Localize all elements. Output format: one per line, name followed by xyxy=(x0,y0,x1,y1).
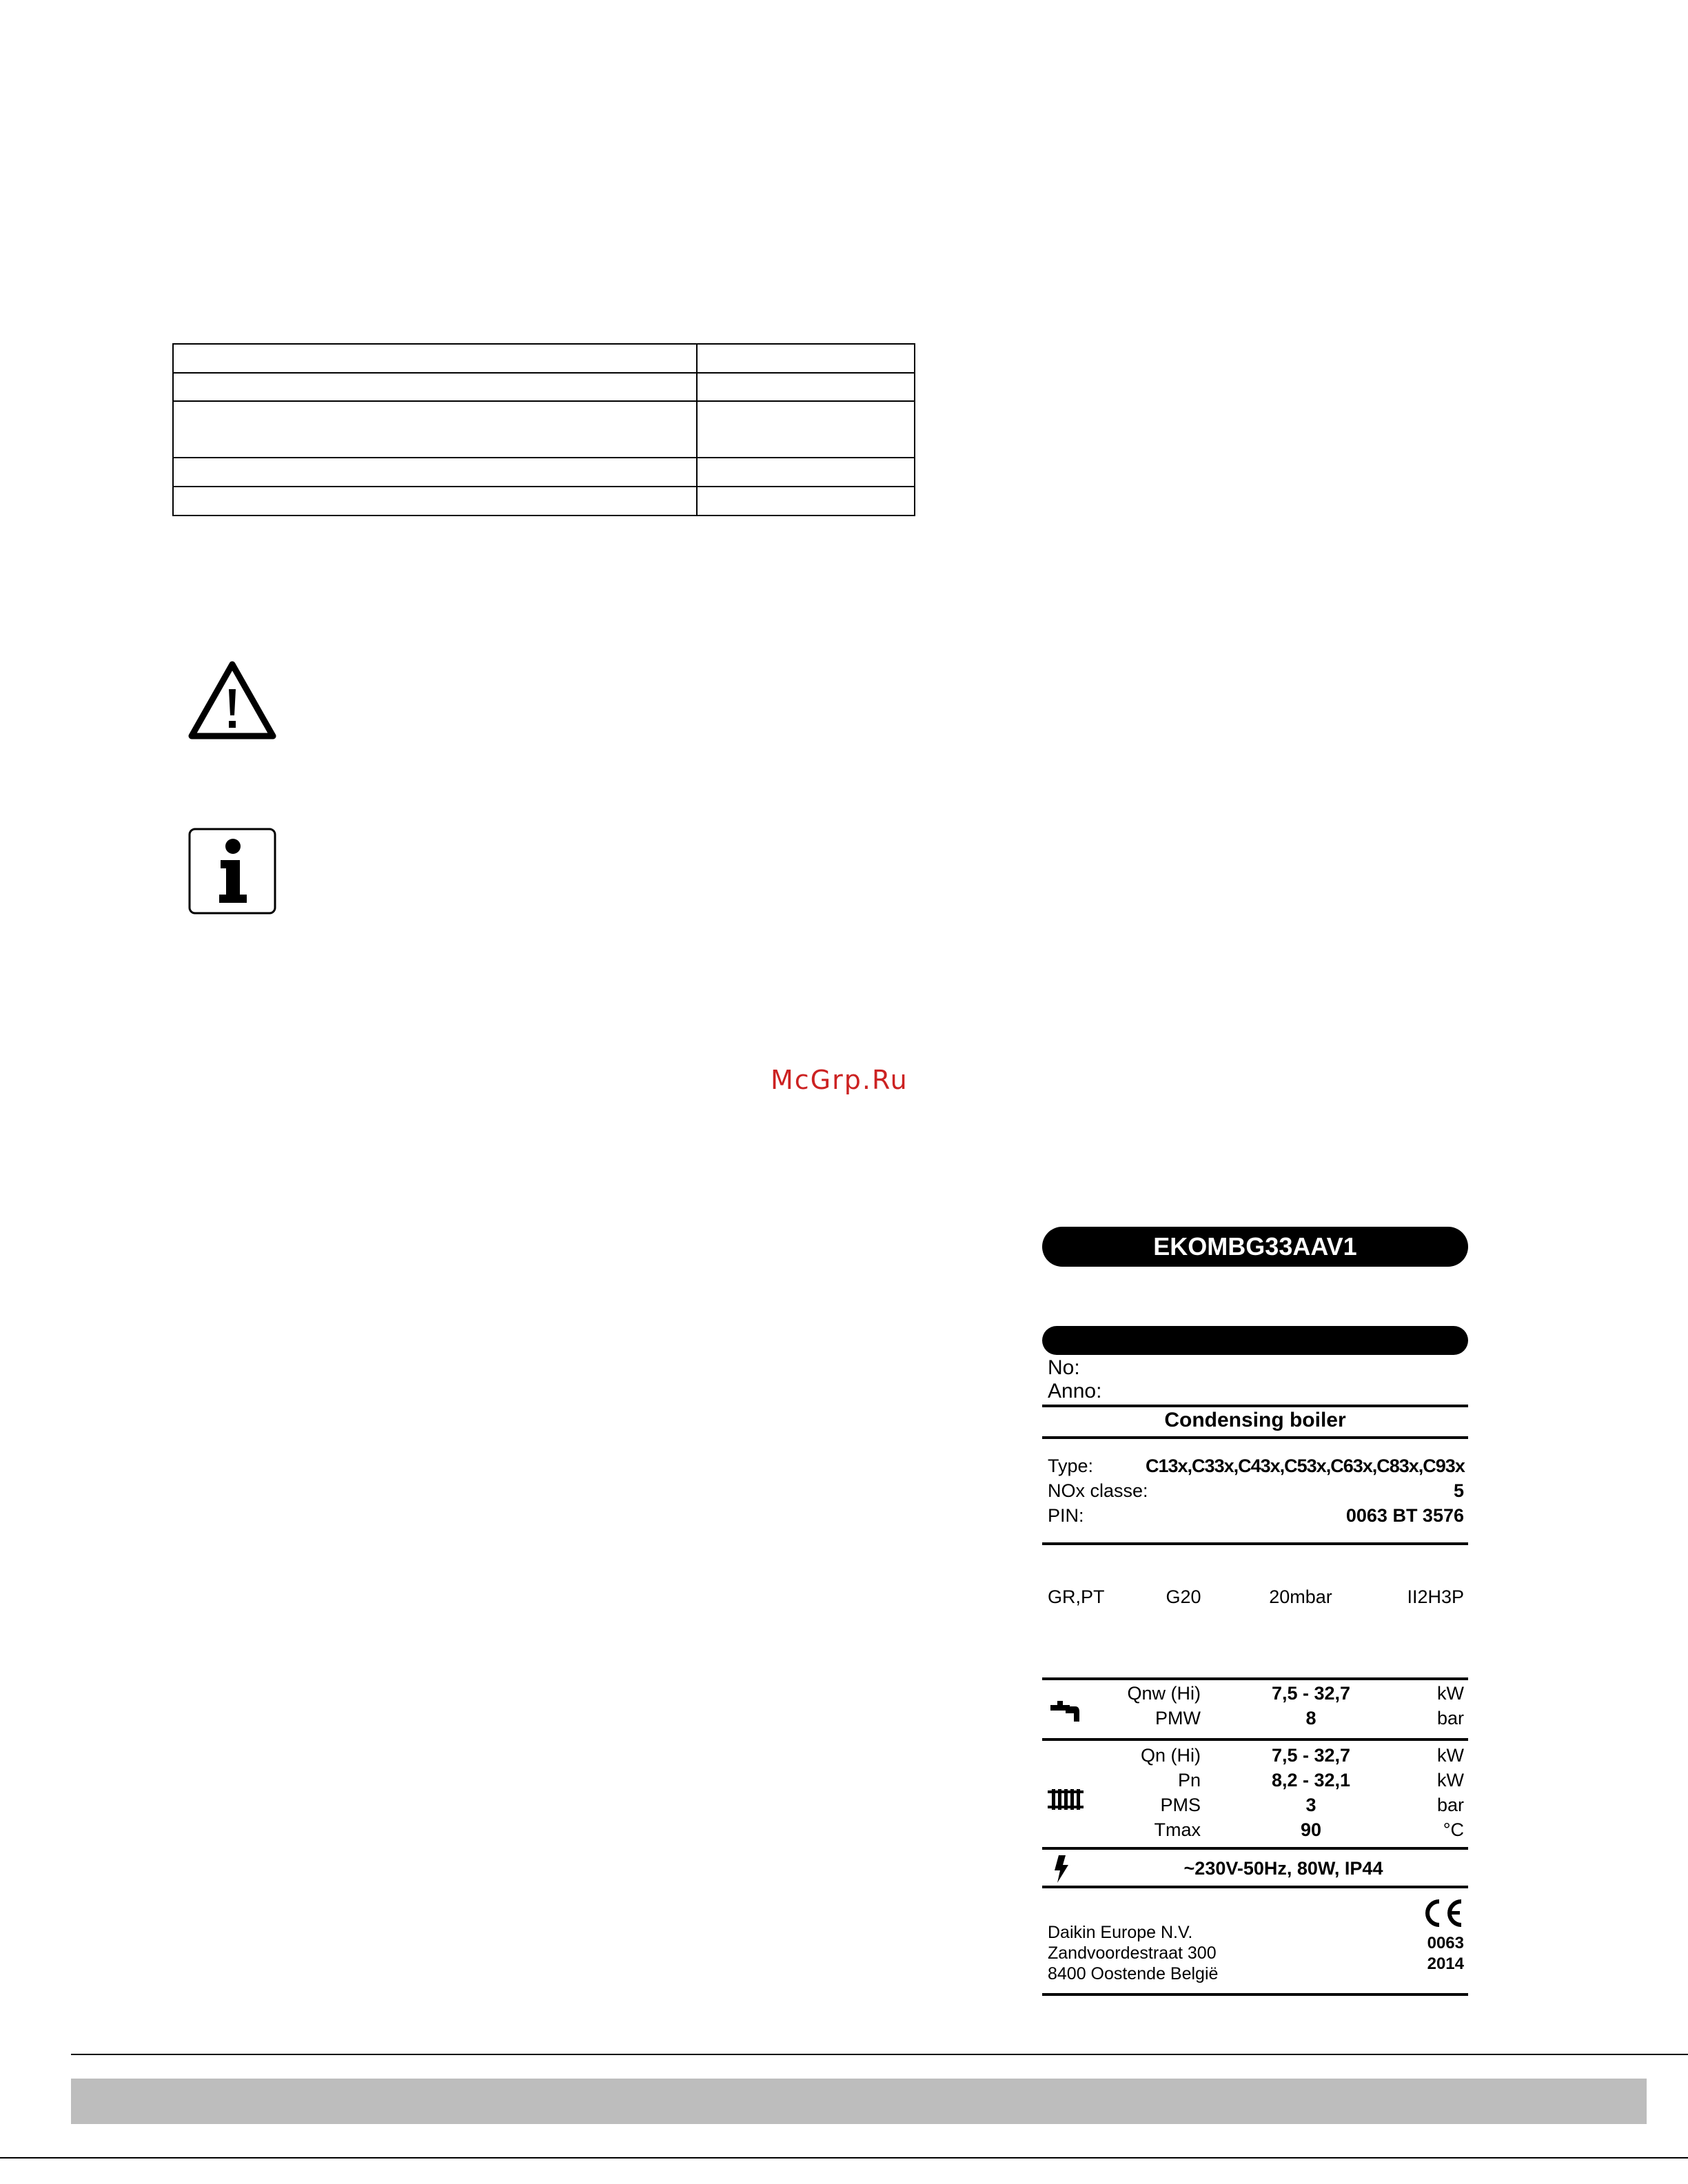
footer-bar xyxy=(71,2079,1647,2124)
heating-unit: kW xyxy=(1437,1745,1464,1766)
dhw-value: 7,5 - 32,7 xyxy=(1271,1683,1351,1704)
divider xyxy=(1042,1738,1468,1741)
dhw-unit: bar xyxy=(1436,1708,1464,1728)
divider xyxy=(1042,1405,1468,1407)
divider xyxy=(1042,1847,1468,1850)
heating-unit: kW xyxy=(1437,1770,1464,1790)
warning-triangle-icon xyxy=(187,660,277,740)
dhw-value: 8 xyxy=(1305,1708,1316,1728)
heating-label: Pn xyxy=(1177,1770,1201,1790)
tap-icon xyxy=(1048,1701,1081,1726)
dhw-label: PMW xyxy=(1155,1708,1201,1728)
footer-rule xyxy=(71,2054,1688,2055)
divider xyxy=(1042,1993,1468,1996)
dhw-unit: kW xyxy=(1437,1683,1464,1704)
table-cell xyxy=(697,401,915,458)
type-value: C13x,C33x,C43x,C53x,C63x,C83x,C93x xyxy=(1146,1456,1465,1476)
gas-category: II2H3P xyxy=(1407,1586,1464,1607)
header-bar xyxy=(1042,1326,1468,1355)
anno-label: Anno: xyxy=(1048,1380,1102,1402)
heating-label: Qn (Hi) xyxy=(1141,1745,1201,1766)
info-icon xyxy=(187,827,277,915)
year: 2014 xyxy=(1427,1955,1464,1973)
nox-label: NOx classe: xyxy=(1048,1480,1148,1501)
manufacturer-name: Daikin Europe N.V. xyxy=(1048,1923,1193,1942)
type-label: Type: xyxy=(1048,1456,1094,1476)
ce-mark-icon xyxy=(1421,1897,1464,1929)
table-cell xyxy=(173,458,697,487)
bottom-rule xyxy=(0,2157,1688,2159)
heating-unit: bar xyxy=(1436,1795,1464,1815)
gas-pressure: 20mbar xyxy=(1269,1586,1332,1607)
heating-value: 90 xyxy=(1300,1819,1322,1840)
heating-value: 8,2 - 32,1 xyxy=(1271,1770,1351,1790)
heating-unit: °C xyxy=(1443,1819,1464,1840)
table-cell xyxy=(697,344,915,373)
divider xyxy=(1042,1886,1468,1888)
electrical-spec: ~230V-50Hz, 80W, IP44 xyxy=(1183,1858,1383,1879)
dhw-label: Qnw (Hi) xyxy=(1127,1683,1201,1704)
heating-label: Tmax xyxy=(1154,1819,1201,1840)
table-cell xyxy=(173,373,697,401)
table-cell xyxy=(697,458,915,487)
watermark: McGrp.Ru xyxy=(771,1065,908,1095)
heating-value: 3 xyxy=(1305,1795,1316,1815)
manufacturer-street: Zandvoordestraat 300 xyxy=(1048,1943,1217,1963)
notified-body: 0063 xyxy=(1427,1934,1464,1952)
no-label: No: xyxy=(1048,1356,1080,1379)
table-cell xyxy=(697,373,915,401)
nox-value: 5 xyxy=(1453,1480,1464,1501)
table-cell xyxy=(173,401,697,458)
table-cell xyxy=(173,487,697,516)
table-cell xyxy=(697,487,915,516)
lightning-icon xyxy=(1053,1855,1071,1883)
plate-title: Condensing boiler xyxy=(1164,1409,1346,1431)
gas-countries: GR,PT xyxy=(1048,1586,1105,1607)
table-cell xyxy=(173,344,697,373)
divider xyxy=(1042,1436,1468,1439)
pin-value: 0063 BT 3576 xyxy=(1345,1505,1464,1526)
radiator-icon xyxy=(1048,1786,1084,1811)
pin-label: PIN: xyxy=(1048,1505,1084,1526)
divider xyxy=(1042,1542,1468,1545)
heating-label: PMS xyxy=(1160,1795,1201,1815)
manufacturer-city: 8400 Oostende België xyxy=(1048,1964,1219,1983)
gas-type: G20 xyxy=(1166,1586,1201,1607)
heating-value: 7,5 - 32,7 xyxy=(1271,1745,1351,1766)
empty-table xyxy=(172,343,915,516)
divider xyxy=(1042,1677,1468,1680)
model-bar: EKOMBG33AAV1 xyxy=(1042,1227,1468,1267)
